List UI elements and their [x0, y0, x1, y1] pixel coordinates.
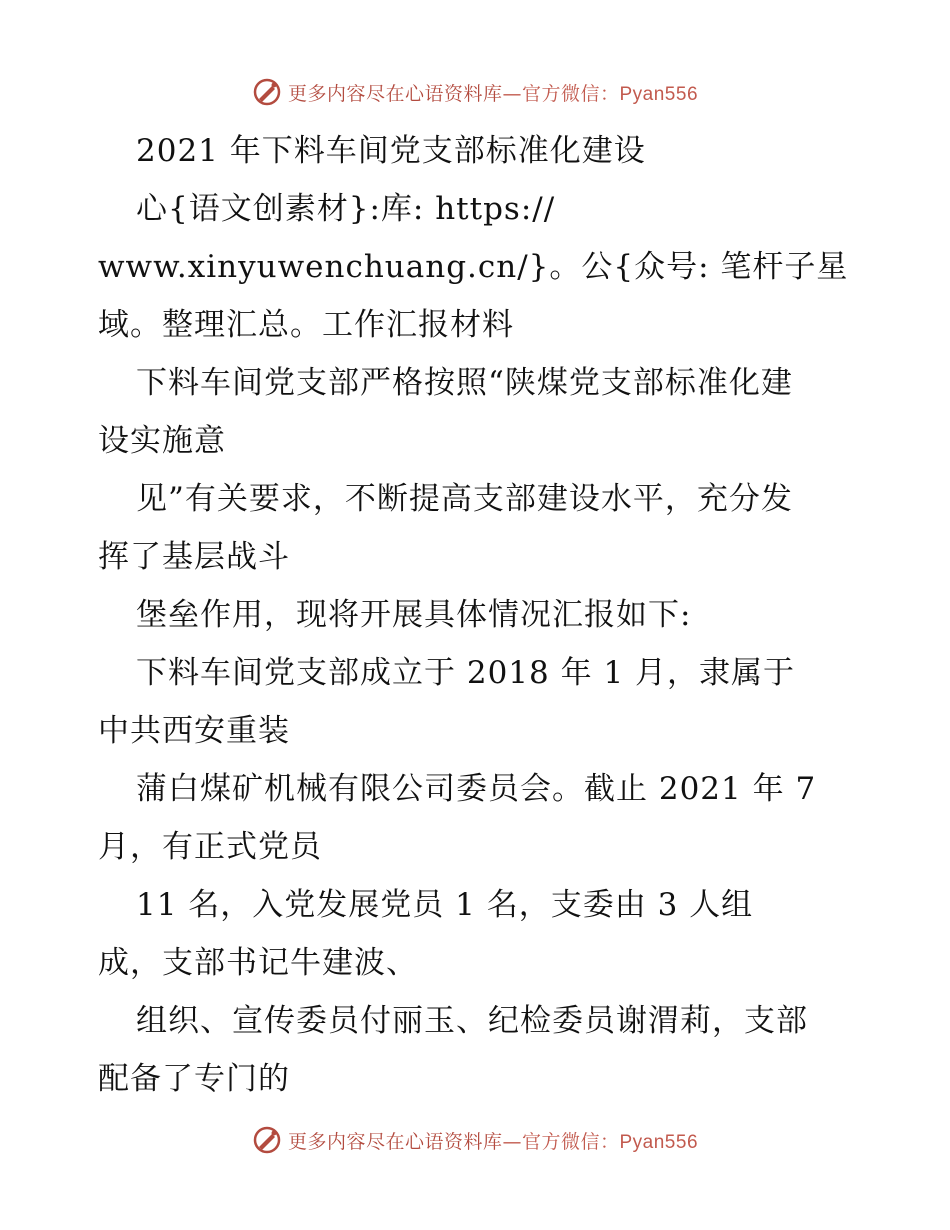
banner-brand: 更多内容尽在心语资料库 — [287, 1130, 503, 1153]
doc-line: 成，支部书记牛建波、 — [98, 945, 418, 981]
doc-line: 11 名，入党发展党员 1 名，支委由 3 人组 — [136, 887, 754, 923]
doc-line: 心{语文创素材}:库: https:// — [136, 191, 556, 227]
banner-dash: — — [502, 1130, 522, 1153]
banner-brand: 更多内容尽在心语资料库 — [287, 82, 503, 105]
doc-line: 下料车间党支部严格按照“陕煤党支部标准化建 — [136, 365, 793, 401]
doc-line: www.xinyuwenchuang.cn/}。公{众号: 笔杆子星 — [98, 249, 849, 285]
doc-line: 蒲白煤矿机械有限公司委员会。截止 2021 年 7 — [136, 771, 817, 807]
banner-handle: Pyan556 — [619, 1131, 699, 1153]
doc-line: 配备了专门的 — [98, 1061, 290, 1097]
header-banner-text — [288, 79, 698, 106]
header-banner — [0, 72, 950, 112]
banner-handle: Pyan556 — [619, 83, 699, 105]
banner-label: 官方微信： — [521, 82, 620, 105]
footer-banner-text — [288, 1127, 698, 1154]
doc-line: 中共西安重装 — [98, 713, 290, 749]
doc-line: 域。整理汇总。工作汇报材料 — [98, 307, 514, 343]
doc-title-line: 2021 年下料车间党支部标准化建设 — [136, 133, 646, 169]
doc-line: 下料车间党支部成立于 2018 年 1 月，隶属于 — [136, 655, 796, 691]
footer-banner — [0, 1120, 950, 1160]
doc-line: 组织、宣传委员付丽玉、纪检委员谢渭莉，支部 — [136, 1003, 808, 1039]
banner-dash: — — [502, 82, 522, 105]
pen-logo-icon — [252, 1125, 282, 1155]
document-body — [98, 122, 858, 1108]
pen-logo-icon — [252, 77, 282, 107]
doc-line: 设实施意 — [98, 423, 226, 459]
banner-label: 官方微信： — [521, 1130, 620, 1153]
doc-line: 堡垒作用，现将开展具体情况汇报如下: — [136, 597, 692, 633]
doc-line: 月，有正式党员 — [98, 829, 322, 865]
doc-line: 挥了基层战斗 — [98, 539, 290, 575]
doc-line: 见”有关要求，不断提高支部建设水平，充分发 — [136, 481, 793, 517]
